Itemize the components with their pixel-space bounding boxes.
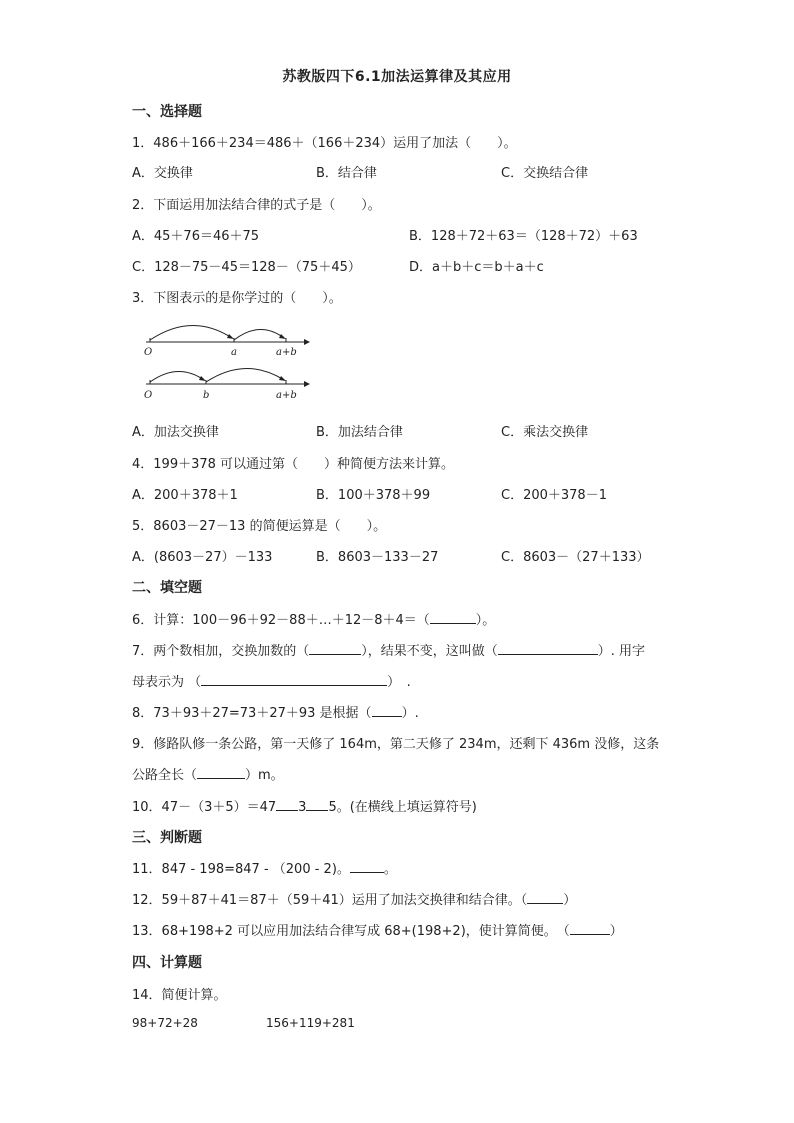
q5-option-c[interactable]: C．8603－（27＋133） [501,550,650,565]
q2-option-a[interactable]: A．45＋76＝46＋75 [132,229,260,244]
question-8 [132,702,419,721]
q2-option-c[interactable]: C．128－75－45＝128－（75＋45） [132,260,361,275]
q12-text-end: ） [563,893,577,908]
q4-option-a[interactable]: A．200＋378＋1 [132,488,238,503]
question-9: 9．修路队修一条公路，第一天修了 164m，第二天修了 234m，还剩下 436m 没修，这条 [132,737,660,752]
q5-option-a[interactable]: A．(8603－27）－133 [132,550,273,565]
question-7 [132,640,645,659]
question-5: 5．8603－27－13 的简便运算是（ ）。 [132,519,387,534]
arc-arrow-icon [199,376,206,381]
q9-text-end: ）m。 [245,768,284,783]
label-origin: O [144,390,153,401]
answer-blank[interactable] [430,611,476,624]
q7-text: 7．两个数相加，交换加数的（ [132,644,310,659]
q6-text: 6．计算：100－96＋92－88＋…＋12－8＋4＝（ [132,613,430,628]
answer-blank[interactable] [201,673,387,686]
question-10 [132,796,477,815]
label-origin: O [144,347,153,358]
number-line-figure [138,318,318,404]
q11-text-end: 。 [383,862,397,877]
answer-blank[interactable] [372,704,402,717]
q8-text-end: ）. [401,706,419,721]
q1-option-c[interactable]: C．交换结合律 [501,166,589,181]
q12-text: 12．59＋87＋41＝87＋（59＋41）运用了加法交换律和结合律。（ [132,893,528,908]
section-heading: 三、判断题 [132,830,202,846]
answer-blank[interactable] [570,922,610,935]
label-a: a [231,347,237,358]
q10-text: 5。(在横线上填运算符号) [328,800,477,815]
expression-2: 156+119+281 [266,1016,355,1030]
answer-blank[interactable] [309,642,361,655]
q10-text: 10．47－（3＋5）＝47 [132,800,277,815]
answer-blank[interactable] [498,642,598,655]
jump-arc [150,325,232,340]
q1-option-b[interactable]: B．结合律 [316,166,377,181]
question-9-line-2 [132,764,284,783]
q6-text-end: ）。 [475,613,496,628]
q4-option-c[interactable]: C．200＋378－1 [501,488,607,503]
jump-arc [234,329,284,340]
arc-arrow-icon [227,334,234,339]
answer-blank[interactable] [197,766,245,779]
arc-arrow-icon [279,376,286,381]
q4-option-b[interactable]: B．100＋378＋99 [316,488,431,503]
operator-blank[interactable] [306,798,328,811]
answer-blank[interactable] [350,860,384,873]
q3-option-a[interactable]: A．加法交换律 [132,425,219,440]
q13-text-end: ） [609,924,623,939]
expression-1: 98+72+28 [132,1016,198,1030]
q2-option-b[interactable]: B．128＋72＋63＝（128＋72）＋63 [409,229,638,244]
question-14: 14．简便计算。 [132,988,227,1003]
q13-text: 13．68+198+2 可以应用加法结合律写成 68+(198+2)，使计算简便。 （ [132,924,570,939]
operator-blank[interactable] [276,798,298,811]
section-heading: 四、计算题 [132,955,202,971]
q1-option-a[interactable]: A．交换律 [132,166,193,181]
question-6 [132,609,495,628]
question-3: 3．下图表示的是你学过的（ ）。 [132,291,342,306]
question-11 [132,858,397,877]
question-4: 4．199＋378 可以通过第（ ）种简便方法来计算。 [132,457,455,472]
question-12 [132,889,576,908]
q7-text: ） . [387,675,411,690]
question-7-line-2 [132,671,411,690]
question-1: 1．486＋166＋234＝486＋（166＋234）运用了加法（ ）。 [132,136,517,151]
q11-text: 11．847 - 198=847 - （200 - 2)。 [132,862,350,877]
q9-text: 公路全长（ [132,768,198,783]
label-a-plus-b: a+b [276,390,297,401]
section-heading: 一、选择题 [132,104,202,120]
label-b: b [203,390,210,401]
arrow-head-icon [304,381,310,387]
q3-option-c[interactable]: C．乘法交换律 [501,425,589,440]
jump-arc [150,371,204,382]
q8-text: 8．73＋93＋27=73＋27＋93 是根据（ [132,706,372,721]
section-heading: 二、填空题 [132,580,202,596]
q7-text: ）. 用字 [597,644,646,659]
q7-text: 母表示为 （ [132,675,202,690]
q5-option-b[interactable]: B．8603－133－27 [316,550,439,565]
jump-arc [206,368,284,382]
q10-text: 3 [298,800,307,815]
question-13 [132,920,623,939]
answer-blank[interactable] [527,891,563,904]
arrow-head-icon [304,339,310,345]
q7-text: ），结果不变，这叫做（ [361,644,498,659]
q2-option-d[interactable]: D．a＋b＋c＝b＋a＋c [409,260,544,275]
question-2: 2．下面运用加法结合律的式子是（ ）。 [132,198,381,213]
label-a-plus-b: a+b [276,347,297,358]
page-title: 苏教版四下6.1加法运算律及其应用 [282,69,512,85]
q3-option-b[interactable]: B．加法结合律 [316,425,403,440]
